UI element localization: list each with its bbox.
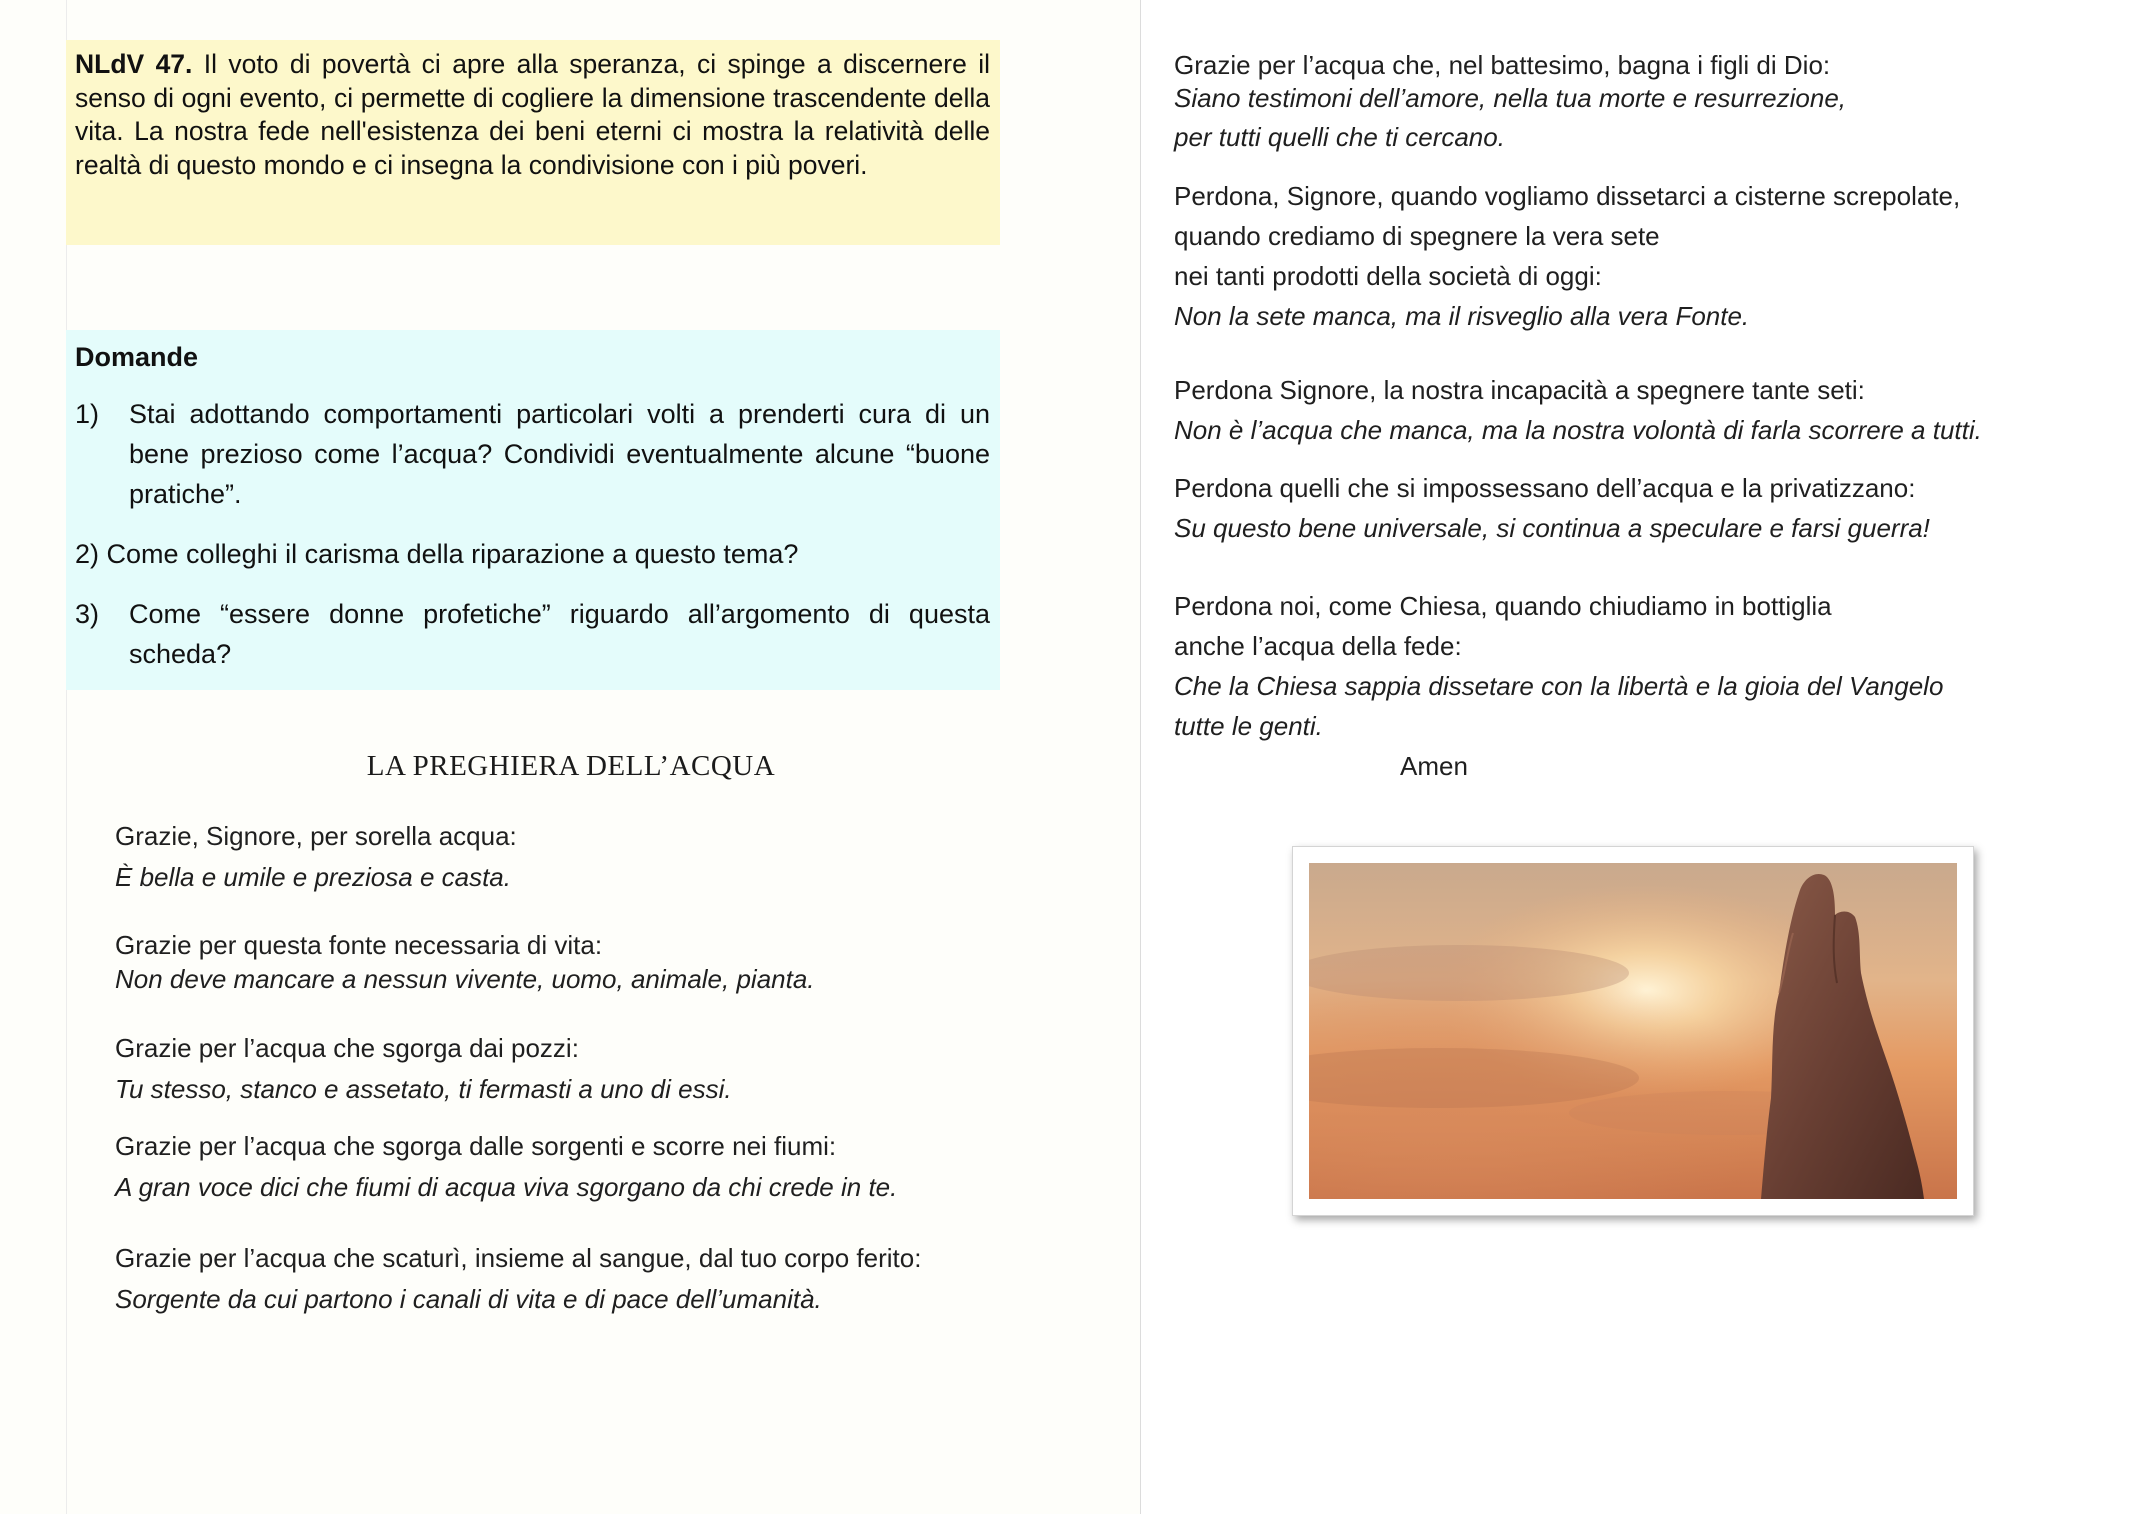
prayer-response: Non deve mancare a nessun vivente, uomo, animale, pianta.	[115, 964, 815, 994]
praying-hand-photo	[1292, 846, 1974, 1216]
prayer-title: LA PREGHIERA DELL’ACQUA	[366, 750, 776, 782]
prayer-response: A gran voce dici che fiumi di acqua viva sgorgano da chi crede in te.	[115, 1172, 898, 1202]
prayer-stanza-left-2	[115, 928, 815, 996]
prayer-response: È bella e umile e preziosa e casta.	[115, 862, 511, 892]
nldv-body: Il voto di povertà ci apre alla speranza, ci spinge a discernere il senso di ogni evento, ci permette di cogliere la dimensione trascendente della vita. La nostra fede nell'esistenza dei beni eterni ci mostra la relatività delle realtà di questo mondo e ci insegna la condivisione con i più poveri.	[75, 49, 991, 180]
domande-box	[66, 330, 1000, 690]
prayer-response: Non la sete manca, ma il risveglio alla vera Fonte.	[1174, 301, 1750, 331]
prayer-line: Grazie, Signore, per sorella acqua:	[115, 821, 517, 851]
prayer-response: Tu stesso, stanco e assetato, ti fermasti a uno di essi.	[115, 1074, 732, 1104]
nldv-reference: NLdV 47.	[75, 49, 193, 79]
prayer-line: anche l’acqua della fede:	[1174, 631, 1462, 661]
question-1	[75, 394, 990, 514]
domande-title: Domande	[75, 342, 199, 372]
prayer-response: Che la Chiesa sappia dissetare con la libertà e la gioia del Vangelo	[1174, 671, 1944, 701]
prayer-line: Perdona quelli che si impossessano dell’acqua e la privatizzano:	[1174, 473, 1916, 503]
question-number: 2)	[75, 539, 100, 569]
nldv-paragraph	[75, 48, 990, 182]
prayer-stanza-right-1	[1174, 48, 1846, 160]
question-number: 1)	[75, 399, 100, 429]
prayer-response: Sorgente da cui partono i canali di vita e di pace dell’umanità.	[115, 1284, 822, 1314]
nldv-quote-box	[66, 40, 1000, 245]
prayer-line: Grazie per questa fonte necessaria di vita:	[115, 930, 603, 960]
prayer-response: tutte le genti.	[1174, 711, 1323, 741]
prayer-line: quando crediamo di spegnere la vera sete	[1174, 221, 1660, 251]
prayer-response: Non è l’acqua che manca, ma la nostra volontà di farla scorrere a tutti.	[1174, 415, 1982, 445]
prayer-response: Siano testimoni dell’amore, nella tua morte e resurrezione,	[1174, 83, 1847, 113]
prayer-response: per tutti quelli che ti cercano.	[1174, 122, 1505, 152]
prayer-stanza-left-3	[115, 1028, 732, 1110]
prayer-line: Perdona Signore, la nostra incapacità a spegnere tante seti:	[1174, 375, 1865, 405]
prayer-stanza-left-4	[115, 1126, 897, 1208]
prayer-stanza-right-5	[1174, 586, 1943, 746]
prayer-line: Grazie per l’acqua che sgorga dai pozzi:	[115, 1033, 579, 1063]
prayer-line: nei tanti prodotti della società di oggi:	[1174, 261, 1602, 291]
prayer-amen	[1400, 746, 1468, 786]
question-text: Come “essere donne profetiche” riguardo all’argomento di questa scheda?	[129, 599, 990, 669]
question-text: Come colleghi il carisma della riparazione a questo tema?	[106, 539, 799, 569]
praying-hand-sunset-icon	[1309, 863, 1957, 1199]
question-text: Stai adottando comportamenti particolari volti a prenderti cura di un bene prezioso come l’acqua? Condividi eventualmente alcune “buone pratiche”.	[129, 399, 990, 509]
prayer-stanza-right-3	[1174, 370, 1982, 450]
prayer-stanza-left-5	[115, 1238, 921, 1320]
amen-text: Amen	[1400, 751, 1468, 781]
question-3	[75, 594, 990, 674]
question-2	[75, 534, 990, 574]
prayer-stanza-right-4	[1174, 468, 1930, 548]
question-number: 3)	[75, 599, 100, 629]
prayer-line: Perdona, Signore, quando vogliamo dissetarci a cisterne screpolate,	[1174, 181, 1961, 211]
prayer-response: Su questo bene universale, si continua a speculare e farsi guerra!	[1174, 513, 1930, 543]
prayer-stanza-left-1	[115, 816, 517, 898]
prayer-line: Grazie per l’acqua che sgorga dalle sorgenti e scorre nei fiumi:	[115, 1131, 837, 1161]
prayer-line: Grazie per l’acqua che, nel battesimo, bagna i figli di Dio:	[1174, 50, 1831, 80]
prayer-stanza-right-2	[1174, 176, 1960, 336]
prayer-line: Grazie per l’acqua che scaturì, insieme al sangue, dal tuo corpo ferito:	[115, 1243, 922, 1273]
prayer-line: Perdona noi, come Chiesa, quando chiudiamo in bottiglia	[1174, 591, 1832, 621]
